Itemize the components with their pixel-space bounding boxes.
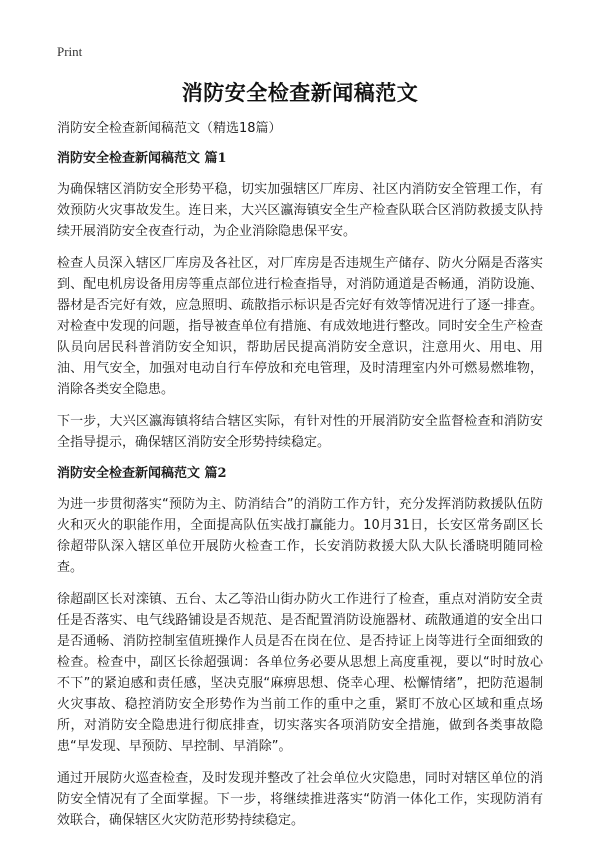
section-1 — [57, 149, 543, 453]
section-2 — [57, 464, 543, 831]
paragraph: 为确保辖区消防安全形势平稳，切实加强辖区厂库房、社区内消防安全管理工作，有效预防火灾事故发生。连日来，大兴区瀛海镇安全生产检查队联合区消防救援支队持续开展消防安全夜查行动，为企业消除隐患保平安。 — [57, 182, 543, 239]
paragraph: 为进一步贯彻落实“预防为主、防消结合”的消防工作方针，充分发挥消防救援队伍防火和灭火的职能作用，全面提高队伍实战打赢能力。10月31日，长安区常务副区长徐超带队深入辖区单位开展防火检查工作，长安消防救援大队大队长潘晓明随同检查。 — [57, 497, 543, 575]
paragraph: 下一步，大兴区瀛海镇将结合辖区实际，有针对性的开展消防安全监督检查和消防安全指导提示，确保辖区消防安全形势持续稳定。 — [57, 414, 543, 450]
section-heading: 消防安全检查新闻稿范文 篇2 — [57, 466, 227, 481]
section-heading: 消防安全检查新闻稿范文 篇1 — [57, 151, 227, 166]
print-label: Print — [57, 44, 83, 59]
paragraph: 通过开展防火巡查检查，及时发现并整改了社会单位火灾隐患，同时对辖区单位的消防安全情况有了全面掌握。下一步，将继续推进落实“防消一体化工作，实现防消有效联合，确保辖区火灾防范形势持续稳定。 — [57, 771, 543, 828]
paragraph: 检查人员深入辖区厂库房及各社区，对厂库房是否违规生产储存、防火分隔是否落实到、配电机房设备用房等重点部位进行检查指导，对消防通道是否畅通，消防设施、器材是否完好有效，应急照明、疏散指示标识是否完好有效等情况进行了逐一排查。对检查中发现的问题，指导被查单位有措施、有成效地进行整改。同时安全生产检查队员向居民科普消防安全知识，帮助居民提高消防安全意识，注意用火、用电、用油、用气安全，加强对电动自行车停放和充电管理，及时清理室内外可燃易燃堆物，消除各类安全隐患。 — [57, 256, 543, 397]
page-title: 消防安全检查新闻稿范文 — [181, 81, 419, 105]
document-body — [57, 118, 543, 842]
document-subtitle: 消防安全检查新闻稿范文（精选18篇） — [57, 121, 282, 136]
paragraph: 徐超副区长对滦镇、五台、太乙等沿山街办防火工作进行了检查，重点对消防安全责任是否落实、电气线路铺设是否规范、是否配置消防设施器材、疏散通道的安全出口是否通畅、消防控制室值班操作人员是否在岗在位、是否持证上岗等进行全面细致的检查。检查中，副区长徐超强调：各单位务必要从思想上高度重视，要以“时时放心不下”的紧迫感和责任感，坚决克服“麻痹思想、侥幸心理、松懈情绪”，把防范遏制火灾事故、稳控消防安全形势作为当前工作的重中之重，紧盯不放心区域和重点场所，对消防安全隐患进行彻底排查，切实落实各项消防安全措施，做到各类事故隐患“早发现、早预防、早控制、早消除”。 — [57, 592, 543, 754]
